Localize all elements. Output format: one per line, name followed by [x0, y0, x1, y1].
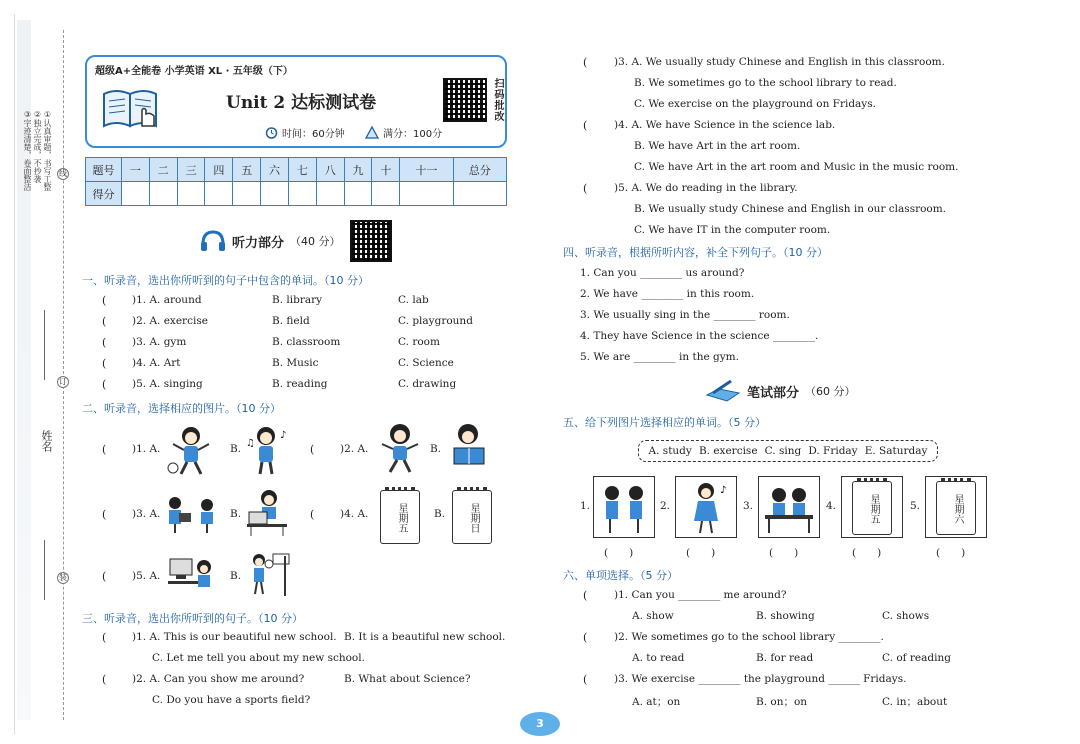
q5-points: （5 分）	[728, 416, 766, 429]
answer-blank[interactable]: (	[583, 56, 588, 69]
q2-item-label: )1. A.	[132, 443, 161, 455]
q5-title	[563, 414, 766, 430]
girl-at-computer-image	[168, 555, 216, 595]
answer-blank[interactable]: (	[102, 443, 107, 456]
score-input-cell[interactable]	[372, 182, 400, 206]
calendar-text: 星期六	[952, 494, 963, 524]
q4-title	[563, 244, 828, 260]
q6-option-c: C. in；about	[882, 696, 948, 708]
q1-item-option-a: )3. A. gym	[132, 336, 187, 348]
calendar-text: 星期五	[396, 503, 407, 533]
boy-exercising-image	[165, 424, 213, 476]
q1-points: （10 分）	[324, 274, 369, 287]
q1-item-option-b: B. field	[272, 315, 310, 327]
q1-item-option-a: )5. A. singing	[132, 378, 203, 390]
q5-item-number: 2.	[660, 500, 671, 512]
word-bank-item: B. exercise	[698, 445, 758, 457]
q2-points: （10 分）	[236, 402, 281, 415]
q3-item-option-b: B. We usually study Chinese and English in our classroom.	[634, 203, 947, 215]
score-input-cell[interactable]	[344, 182, 372, 206]
writing-heading	[705, 379, 856, 403]
q2-b-label: B.	[434, 508, 446, 520]
answer-blank[interactable]: ( )	[604, 547, 634, 559]
answer-blank[interactable]: ( )	[936, 547, 966, 559]
q6-question: )1. Can you ________ me around?	[614, 589, 787, 601]
q3-item-option-c: C. We exercise on the playground on Fridays.	[634, 98, 876, 110]
picture-frame	[925, 476, 987, 538]
book-icon	[100, 86, 160, 130]
answer-blank[interactable]: (	[102, 357, 107, 370]
table-cell: 十	[372, 158, 400, 182]
girl-dancing-image	[378, 422, 424, 476]
word-bank-item: C. sing	[764, 445, 802, 457]
table-cell: 二	[149, 158, 177, 182]
score-input-cell[interactable]	[316, 182, 344, 206]
word-bank	[638, 440, 938, 462]
q1-item-option-c: C. drawing	[398, 378, 457, 390]
q6-title-text: 六、单项选择。	[563, 569, 640, 582]
table-cell: 七	[288, 158, 316, 182]
time-info	[265, 125, 345, 140]
svg-text:♪: ♪	[720, 485, 727, 496]
q6-option-c: C. of reading	[882, 652, 951, 664]
q1-item-option-a: )2. A. exercise	[132, 315, 208, 327]
listening-points: （40 分）	[290, 235, 341, 248]
q4-title-text: 四、听录音，根据所听内容，补全下列句子。	[563, 246, 783, 259]
q3-item-option-b: B. We sometimes go to the school library to read.	[634, 77, 897, 89]
binding-hole: 线	[59, 169, 67, 178]
score-input-cell[interactable]	[149, 182, 177, 206]
q2-title	[82, 400, 281, 416]
answer-blank[interactable]: (	[310, 508, 315, 521]
score-table	[85, 157, 507, 206]
word-bank-item: E. Saturday	[864, 445, 928, 457]
q1-title-text: 一、听录音，选出你所听到的句子中包含的单词。	[82, 274, 324, 287]
girl-reading-image	[448, 422, 490, 470]
q3-title-text: 三、听录音，选出你所听到的句子。	[82, 612, 258, 625]
q1-item-option-c: C. Science	[398, 357, 454, 369]
table-cell: 五	[233, 158, 261, 182]
q3-points: （10 分）	[258, 612, 303, 625]
listening-qr-icon[interactable]	[350, 220, 392, 262]
qr-code-icon[interactable]	[443, 78, 487, 122]
answer-blank[interactable]: (	[583, 182, 588, 195]
q2-item-label: )3. A.	[132, 508, 161, 520]
q1-item-option-b: B. Music	[272, 357, 319, 369]
page-title: Unit 2 达标测试卷	[226, 93, 377, 113]
q1-item-option-c: C. playground	[398, 315, 473, 327]
calendar-text: 星期日	[468, 503, 479, 533]
score-input-cell[interactable]	[400, 182, 453, 206]
calendar-text: 星期五	[868, 494, 879, 524]
q4-points: （10 分）	[783, 246, 828, 259]
q6-option-a: A. at；on	[632, 696, 681, 708]
q2-b-label: B.	[430, 443, 442, 455]
time-text: 时间：60分钟	[282, 129, 345, 140]
q1-item-option-c: C. lab	[398, 294, 429, 306]
q3-item-option-b: B. We have Art in the art room.	[634, 140, 801, 152]
series-title: 超级A+全能卷 小学英语 XL · 五年级（下）	[95, 66, 293, 77]
boy-computer-image	[245, 488, 291, 538]
binding-notes	[20, 110, 52, 230]
q3-item-option-a: )3. A. We usually study Chinese and English in this classroom.	[614, 56, 945, 68]
writing-title: 笔试部分	[747, 385, 800, 401]
q3-item-option-b: B. It is a beautiful new school.	[344, 631, 506, 643]
svg-text:♫: ♫	[246, 438, 255, 449]
table-cell: 总分	[453, 158, 506, 182]
calendar-rings	[385, 487, 415, 493]
q3-item-option-a: )5. A. We do reading in the library.	[614, 182, 798, 194]
students-studying-image	[165, 493, 219, 535]
table-cell: 一	[122, 158, 150, 182]
q3-item-option-b: B. What about Science?	[344, 673, 471, 685]
picture-frame	[593, 476, 655, 538]
q5-item-number: 5.	[910, 500, 921, 512]
binding-hole: 订	[59, 377, 67, 386]
q4-fill-in-item[interactable]: 4. They have Science in the science ________.	[580, 330, 819, 342]
calendar-friday-image	[380, 490, 420, 544]
calendar-rings	[941, 478, 971, 484]
q3-item-option-c: C. We have Art in the art room and Music in the music room.	[634, 161, 959, 173]
cut-line	[63, 30, 64, 720]
listening-heading	[200, 230, 341, 252]
q2-item-label: )5. A.	[132, 570, 161, 582]
kids-talking-image	[594, 477, 654, 537]
q6-option-b: B. showing	[756, 610, 815, 622]
page-number: 3	[520, 712, 560, 736]
table-cell: 九	[344, 158, 372, 182]
score-input-cell[interactable]	[233, 182, 261, 206]
q2-item-label: )4. A.	[340, 508, 369, 520]
students-studying-image	[759, 477, 819, 537]
q6-title	[563, 567, 678, 583]
score-input-cell[interactable]	[122, 182, 150, 206]
answer-blank[interactable]: (	[583, 119, 588, 132]
word-bank-item: D. Friday	[808, 445, 858, 457]
score-input-cell[interactable]	[261, 182, 289, 206]
ruler-icon	[365, 126, 379, 139]
calendar-friday-image	[852, 481, 892, 535]
clock-icon	[265, 126, 278, 139]
q1-item-option-b: B. library	[272, 294, 323, 306]
table-cell: 六	[261, 158, 289, 182]
answer-blank[interactable]: (	[102, 294, 107, 307]
qr-label: 扫码批改	[492, 78, 503, 122]
q2-title-text: 二、听录音，选择相应的图片。	[82, 402, 236, 415]
q6-option-a: A. show	[632, 610, 674, 622]
table-cell: 十一	[400, 158, 453, 182]
q5-item-number: 1.	[580, 500, 591, 512]
score-table-header-row	[86, 158, 507, 182]
binding-note: ①认真审题，书写工整	[43, 110, 52, 191]
q5-item-number: 3.	[743, 500, 754, 512]
score-input-cell[interactable]	[288, 182, 316, 206]
q2-b-label: B.	[230, 570, 242, 582]
svg-text:♪: ♪	[280, 430, 287, 441]
answer-blank[interactable]: (	[583, 673, 588, 686]
calendar-saturday-image	[936, 481, 976, 535]
q3-item-option-a: )1. A. This is our beautiful new school.	[132, 631, 337, 643]
answer-blank[interactable]: (	[583, 631, 588, 644]
table-cell: 题号	[86, 158, 122, 182]
q6-option-c: C. shows	[882, 610, 930, 622]
q2-item-label: )2. A.	[340, 443, 369, 455]
q1-item-option-b: B. reading	[272, 378, 328, 390]
q4-fill-in-item[interactable]: 3. We usually sing in the ________ room.	[580, 309, 790, 321]
q1-item-option-c: C. room	[398, 336, 440, 348]
answer-blank[interactable]: (	[102, 315, 107, 328]
table-cell: 八	[316, 158, 344, 182]
name-field-line[interactable]	[44, 310, 45, 380]
score-table-score-row	[86, 182, 507, 206]
score-input-cell[interactable]	[177, 182, 205, 206]
calendar-rings	[457, 487, 487, 493]
listening-title: 听力部分	[232, 235, 285, 251]
q6-question: )3. We exercise ________ the playground ______ Fridays.	[614, 673, 907, 685]
q4-fill-in-item[interactable]: 5. We are ________ in the gym.	[580, 351, 739, 363]
q3-item-option-a: )2. A. Can you show me around?	[132, 673, 305, 685]
calendar-rings	[857, 478, 887, 484]
picture-frame	[675, 476, 737, 538]
table-cell: 四	[205, 158, 233, 182]
binding-note: ②独立完成，不抄袭	[33, 110, 42, 183]
q3-item-option-a: )4. A. We have Science in the science lab.	[614, 119, 836, 131]
word-bank-item: A. study	[648, 445, 692, 457]
table-cell: 得分	[86, 182, 122, 206]
girl-singing-image	[676, 477, 736, 537]
calendar-sunday-image	[452, 490, 492, 544]
q6-option-b: B. on；on	[756, 696, 808, 708]
q5-item-number: 4.	[826, 500, 837, 512]
writing-points: （60 分）	[805, 385, 856, 398]
q3-item-option-c: C. Let me tell you about my new school.	[152, 652, 365, 664]
answer-blank[interactable]: (	[583, 589, 588, 602]
book-pen-icon	[705, 379, 741, 403]
picture-frame	[841, 476, 903, 538]
answer-blank[interactable]: (	[102, 508, 107, 521]
class-field-line[interactable]	[44, 540, 45, 600]
answer-blank[interactable]: (	[102, 673, 107, 686]
q1-item-option-a: )1. A. around	[132, 294, 202, 306]
answer-blank[interactable]: (	[102, 336, 107, 349]
q3-title	[82, 610, 303, 626]
q2-b-label: B.	[230, 443, 242, 455]
score-input-cell[interactable]	[453, 182, 506, 206]
q6-option-b: B. for read	[756, 652, 814, 664]
q5-title-text: 五、给下列图片选择相应的单词。	[563, 416, 728, 429]
answer-blank[interactable]: ( )	[769, 547, 799, 559]
binding-hole: 装	[59, 573, 67, 582]
binding-note: ③字迹清楚，卷面整洁	[23, 110, 32, 191]
name-label: 姓名	[40, 430, 53, 452]
answer-blank[interactable]: (	[102, 631, 107, 644]
q4-fill-in-item[interactable]: 2. We have ________ in this room.	[580, 288, 755, 300]
score-info	[365, 125, 442, 140]
answer-blank[interactable]: ( )	[852, 547, 882, 559]
answer-blank[interactable]: (	[102, 378, 107, 391]
q1-title	[82, 272, 369, 288]
q1-item-option-b: B. classroom	[272, 336, 341, 348]
q3-item-option-c: C. We have IT in the computer room.	[634, 224, 831, 236]
answer-blank[interactable]: ( )	[686, 547, 716, 559]
answer-blank[interactable]: (	[310, 443, 315, 456]
table-cell: 三	[177, 158, 205, 182]
q3-item-option-c: C. Do you have a sports field?	[152, 694, 311, 706]
q6-question: )2. We sometimes go to the school library ________.	[614, 631, 884, 643]
q4-fill-in-item[interactable]: 1. Can you ________ us around?	[580, 267, 745, 279]
q6-points: （5 分）	[640, 569, 678, 582]
score-input-cell[interactable]	[205, 182, 233, 206]
full-score-text: 满分：100分	[383, 129, 443, 140]
boy-basketball-image	[245, 550, 293, 598]
q2-b-label: B.	[230, 508, 242, 520]
q6-option-a: A. to read	[632, 652, 685, 664]
girl-singing-image	[244, 424, 290, 476]
headphones-icon	[200, 230, 226, 252]
picture-frame	[758, 476, 820, 538]
answer-blank[interactable]: (	[102, 570, 107, 583]
q1-item-option-a: )4. A. Art	[132, 357, 181, 369]
